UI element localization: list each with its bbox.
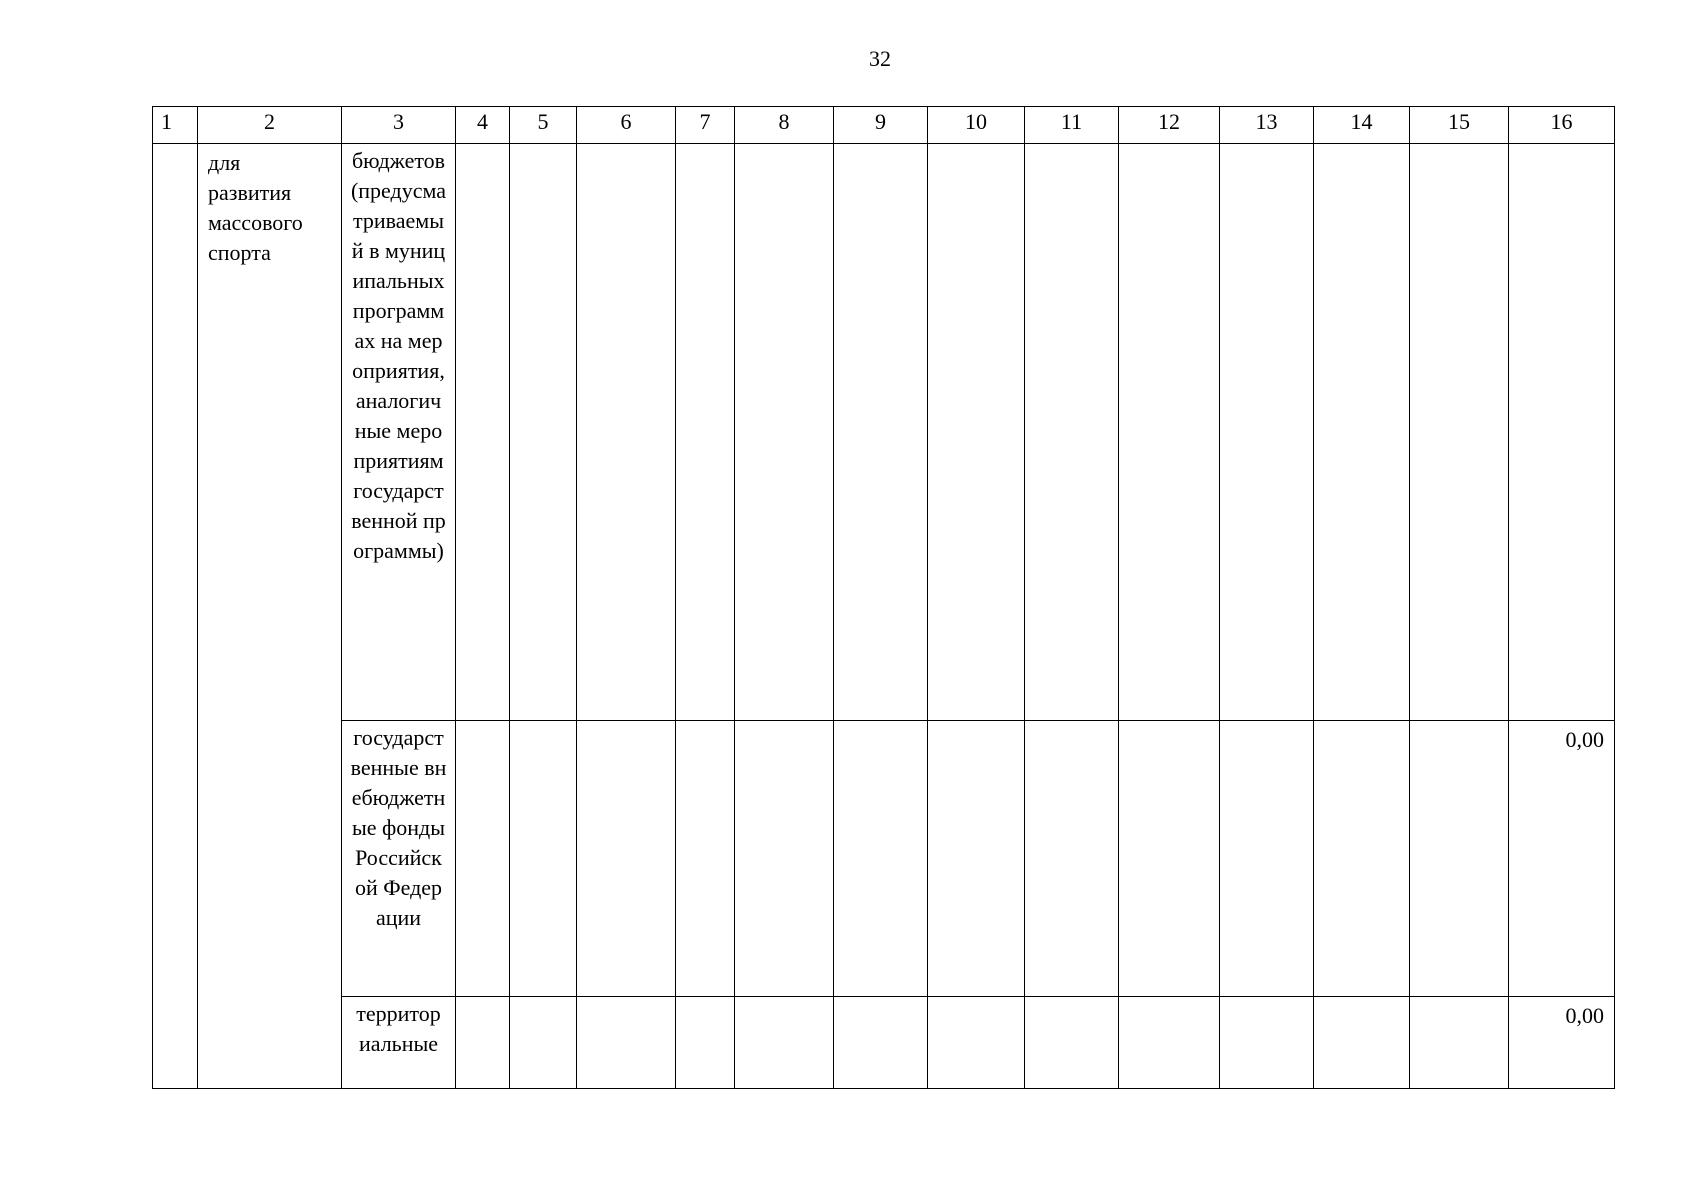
header-cell-13: 13 — [1220, 107, 1314, 144]
total-cell: 0,00 — [1509, 721, 1615, 997]
empty-cell — [735, 721, 834, 997]
empty-cell — [834, 997, 928, 1089]
empty-cell — [1220, 721, 1314, 997]
empty-cell — [1410, 997, 1509, 1089]
purpose-text: для развития массового спорта — [208, 150, 303, 265]
header-cell-12: 12 — [1119, 107, 1220, 144]
header-cell-4: 4 — [456, 107, 510, 144]
header-row — [153, 107, 1615, 144]
total-cell — [1509, 144, 1615, 721]
empty-cell — [1025, 144, 1119, 721]
empty-cell — [676, 144, 735, 721]
header-cell-8: 8 — [735, 107, 834, 144]
empty-cell — [735, 997, 834, 1089]
empty-cell — [1220, 144, 1314, 721]
header-cell-2: 2 — [198, 107, 342, 144]
header-cell-15: 15 — [1410, 107, 1509, 144]
header-cell-3: 3 — [342, 107, 456, 144]
header-cell-10: 10 — [928, 107, 1025, 144]
empty-cell — [1314, 721, 1410, 997]
empty-cell — [510, 144, 577, 721]
empty-cell — [456, 144, 510, 721]
index-cell — [153, 144, 198, 1089]
budget-table — [152, 106, 1615, 1089]
header-cell-11: 11 — [1025, 107, 1119, 144]
empty-cell — [510, 997, 577, 1089]
source-text: территориальные — [356, 1001, 441, 1056]
empty-cell — [928, 997, 1025, 1089]
empty-cell — [1410, 721, 1509, 997]
table-row — [153, 997, 1615, 1089]
empty-cell — [676, 997, 735, 1089]
empty-cell — [1119, 721, 1220, 997]
empty-cell — [1410, 144, 1509, 721]
source-cell — [342, 144, 456, 721]
header-cell-1: 1 — [153, 107, 198, 144]
empty-cell — [577, 144, 676, 721]
source-cell — [342, 997, 456, 1089]
empty-cell — [456, 997, 510, 1089]
empty-cell — [456, 721, 510, 997]
empty-cell — [1220, 997, 1314, 1089]
header-cell-14: 14 — [1314, 107, 1410, 144]
empty-cell — [1119, 144, 1220, 721]
empty-cell — [1025, 721, 1119, 997]
empty-cell — [928, 721, 1025, 997]
source-text: бюджетов (предусматриваемый в муниципальных программах на мероприятия, аналогичные мероприятиям государственной программы) — [350, 148, 447, 563]
purpose-cell — [198, 144, 342, 1089]
empty-cell — [834, 721, 928, 997]
empty-cell — [577, 997, 676, 1089]
empty-cell — [928, 144, 1025, 721]
empty-cell — [510, 721, 577, 997]
empty-cell — [577, 721, 676, 997]
page-number: 32 — [869, 46, 891, 71]
empty-cell — [834, 144, 928, 721]
header-cell-7: 7 — [676, 107, 735, 144]
header-cell-6: 6 — [577, 107, 676, 144]
header-cell-16: 16 — [1509, 107, 1615, 144]
source-text: государственные внебюджетные фонды Российской Федерации — [350, 725, 447, 930]
header-cell-9: 9 — [834, 107, 928, 144]
empty-cell — [1314, 997, 1410, 1089]
table-row — [153, 144, 1615, 721]
source-cell — [342, 721, 456, 997]
empty-cell — [1314, 144, 1410, 721]
header-cell-5: 5 — [510, 107, 577, 144]
empty-cell — [735, 144, 834, 721]
empty-cell — [1119, 997, 1220, 1089]
table-row — [153, 721, 1615, 997]
empty-cell — [676, 721, 735, 997]
total-cell: 0,00 — [1509, 997, 1615, 1089]
empty-cell — [1025, 997, 1119, 1089]
